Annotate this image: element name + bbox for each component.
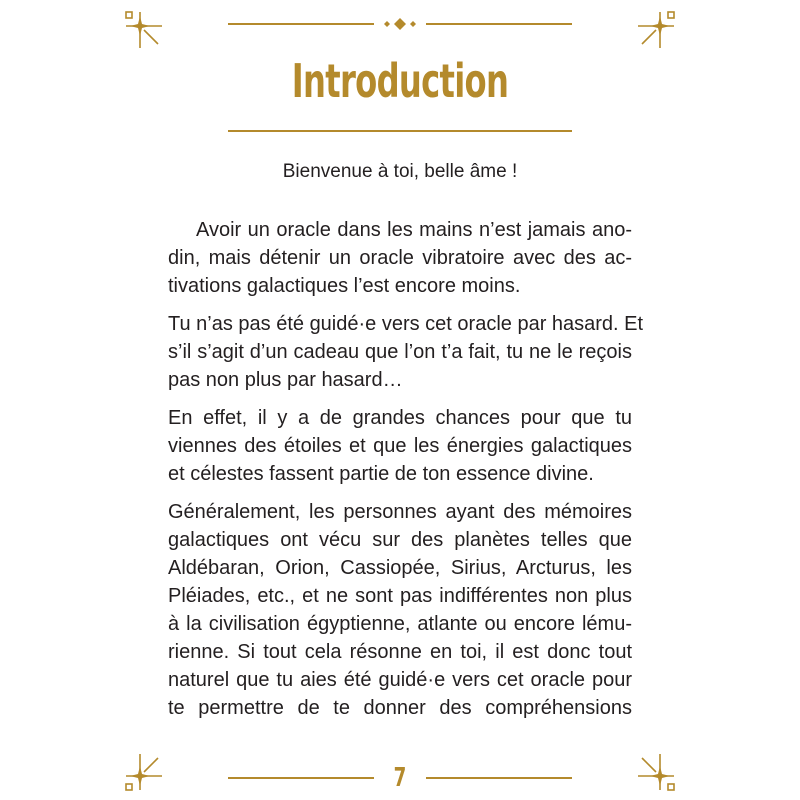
- text-line: naturel que tu aies été guidé·e vers cet oracle pour: [168, 669, 632, 691]
- body-text: [168, 216, 644, 732]
- text-line: tivations galactiques l’est encore moins.: [168, 275, 521, 297]
- paragraph: [168, 216, 632, 300]
- text-line: Tu n’as pas été guidé·e vers cet oracle par hasard. Et: [168, 313, 644, 335]
- bottom-rule-right: [426, 777, 572, 779]
- title-underline-rule: [228, 130, 572, 132]
- paragraph: [168, 498, 632, 722]
- text-line: din, mais détenir un oracle vibratoire avec des ac-: [168, 247, 632, 269]
- paragraph: [168, 404, 632, 488]
- corner-ornament-bottom-left-icon: [124, 752, 164, 792]
- corner-ornament-top-left-icon: [124, 10, 164, 50]
- page-title: Introduction: [291, 54, 509, 108]
- text-line: à la civilisation égyptienne, atlante ou encore lému-: [168, 613, 632, 635]
- text-line: Aldébaran, Orion, Cassiopée, Sirius, Arcturus, les: [168, 557, 632, 579]
- text-line: rienne. Si tout cela résonne en toi, il est donc tout: [168, 641, 632, 663]
- top-rule-right: [426, 23, 572, 25]
- bottom-rule-left: [228, 777, 374, 779]
- corner-ornament-top-right-icon: [636, 10, 676, 50]
- text-line: Généralement, les personnes ayant des mémoires: [168, 501, 632, 523]
- corner-ornament-bottom-right-icon: [636, 752, 676, 792]
- paragraph: [168, 310, 644, 394]
- greeting-text: Bienvenue à toi, belle âme !: [282, 161, 518, 182]
- text-line: te permettre de te donner des compréhensions: [168, 697, 632, 719]
- text-line: Pléiades, etc., et ne sont pas indifférentes non plus: [168, 585, 632, 607]
- text-line: et célestes fassent partie de ton essence divine.: [168, 463, 594, 485]
- text-line: galactiques ont vécu sur des planètes telles que: [168, 529, 632, 551]
- text-line: s’il s’agit d’un cadeau que l’on t’a fait, tu ne le reçois: [168, 341, 632, 363]
- text-line: Avoir un oracle dans les mains n’est jamais ano-: [196, 219, 632, 241]
- text-line: En effet, il y a de grandes chances pour que tu: [168, 407, 632, 429]
- text-line: pas non plus par hasard…: [168, 369, 403, 391]
- top-rule-left: [228, 23, 374, 25]
- diamond-ornament-icon: [380, 17, 420, 31]
- text-line: viennes des étoiles et que les énergies galactiques: [168, 435, 632, 457]
- page-number: 7: [393, 763, 407, 793]
